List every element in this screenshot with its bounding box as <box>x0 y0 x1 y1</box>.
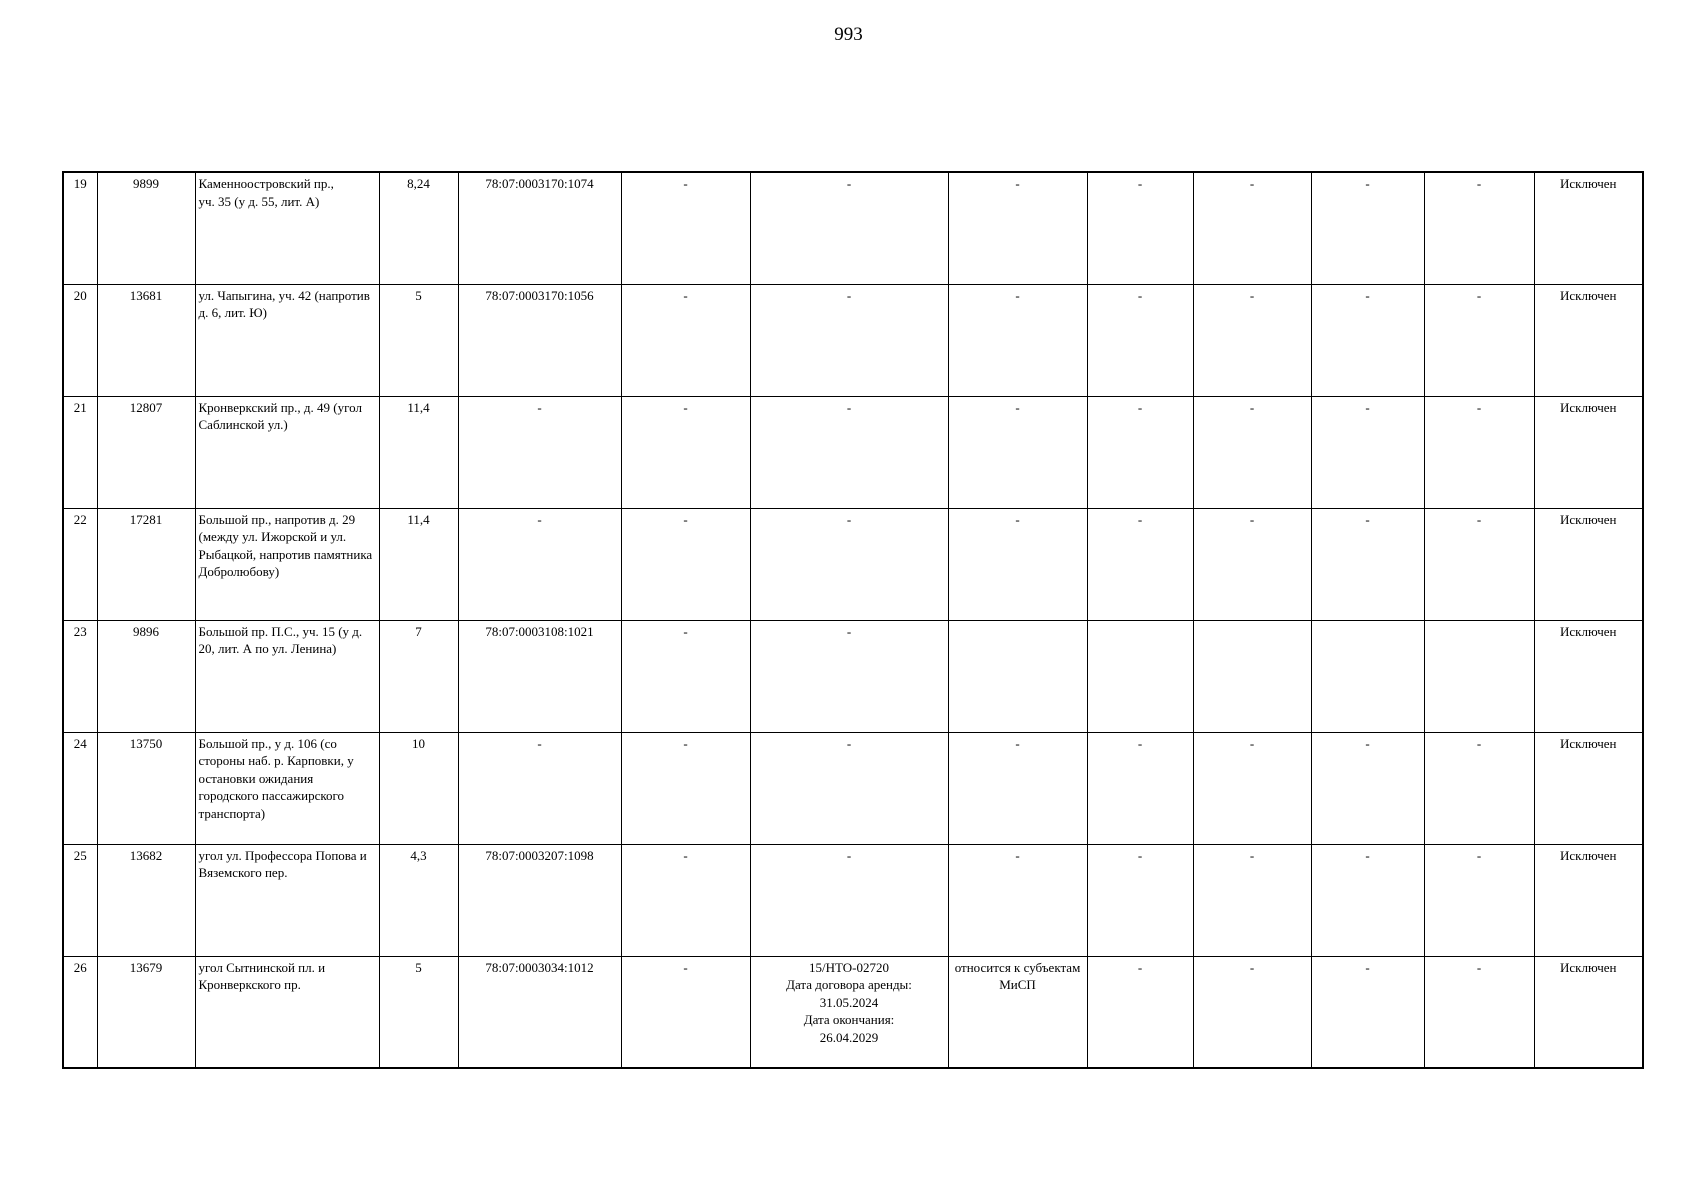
area-cell: 4,3 <box>379 844 458 956</box>
smb-status-cell: - <box>948 844 1087 956</box>
column-11-cell: - <box>1311 172 1424 284</box>
object-id-cell: 9896 <box>97 620 195 732</box>
column-12-cell: - <box>1424 956 1534 1068</box>
table-row <box>63 284 1643 396</box>
object-id-cell: 17281 <box>97 508 195 620</box>
row-number-cell: 22 <box>63 508 97 620</box>
cadastral-number-cell: 78:07:0003170:1074 <box>458 172 621 284</box>
area-cell: 8,24 <box>379 172 458 284</box>
column-11-cell: - <box>1311 508 1424 620</box>
area-cell: 10 <box>379 732 458 844</box>
column-9-cell: - <box>1087 508 1193 620</box>
object-id-cell: 13679 <box>97 956 195 1068</box>
column-11-cell: - <box>1311 284 1424 396</box>
row-number-cell: 20 <box>63 284 97 396</box>
table-row <box>63 172 1643 284</box>
lease-contract-cell: - <box>750 844 948 956</box>
smb-status-cell: - <box>948 396 1087 508</box>
register-table <box>62 171 1644 1069</box>
table-row <box>63 508 1643 620</box>
cadastral-number-cell: - <box>458 508 621 620</box>
row-number-cell: 21 <box>63 396 97 508</box>
smb-status-cell: - <box>948 508 1087 620</box>
lease-contract-cell: - <box>750 172 948 284</box>
smb-status-cell: - <box>948 732 1087 844</box>
column-12-cell: - <box>1424 172 1534 284</box>
address-cell: угол Сытнинской пл. и Кронверкского пр. <box>195 956 379 1068</box>
column-10-cell: - <box>1193 172 1311 284</box>
column-11-cell <box>1311 620 1424 732</box>
area-cell: 11,4 <box>379 396 458 508</box>
column-10-cell: - <box>1193 284 1311 396</box>
address-cell: Большой пр. П.С., уч. 15 (у д. 20, лит. А по ул. Ленина) <box>195 620 379 732</box>
status-cell: Исключен <box>1534 508 1643 620</box>
column-12-cell: - <box>1424 508 1534 620</box>
status-cell: Исключен <box>1534 844 1643 956</box>
column-12-cell <box>1424 620 1534 732</box>
column-12-cell: - <box>1424 732 1534 844</box>
status-cell: Исключен <box>1534 396 1643 508</box>
row-number-cell: 23 <box>63 620 97 732</box>
area-cell: 7 <box>379 620 458 732</box>
table-row <box>63 956 1643 1068</box>
cadastral-number-cell: 78:07:0003108:1021 <box>458 620 621 732</box>
object-id-cell: 9899 <box>97 172 195 284</box>
object-id-cell: 13750 <box>97 732 195 844</box>
cadastral-number-cell: 78:07:0003170:1056 <box>458 284 621 396</box>
column-6-cell: - <box>621 620 750 732</box>
smb-status-cell: - <box>948 172 1087 284</box>
column-9-cell: - <box>1087 172 1193 284</box>
lease-contract-cell: 15/НТО-02720 Дата договора аренды: 31.05.2024 Дата окончания: 26.04.2029 <box>750 956 948 1068</box>
table-row <box>63 396 1643 508</box>
column-11-cell: - <box>1311 956 1424 1068</box>
column-9-cell <box>1087 620 1193 732</box>
column-9-cell: - <box>1087 844 1193 956</box>
table-body <box>63 172 1643 1068</box>
lease-contract-cell: - <box>750 620 948 732</box>
smb-status-cell <box>948 620 1087 732</box>
column-9-cell: - <box>1087 956 1193 1068</box>
column-11-cell: - <box>1311 844 1424 956</box>
smb-status-cell: - <box>948 284 1087 396</box>
column-12-cell: - <box>1424 396 1534 508</box>
area-cell: 5 <box>379 956 458 1068</box>
column-6-cell: - <box>621 732 750 844</box>
address-cell: Большой пр., напротив д. 29 (между ул. Ижорской и ул. Рыбацкой, напротив памятника Добролюбову) <box>195 508 379 620</box>
area-cell: 5 <box>379 284 458 396</box>
column-6-cell: - <box>621 844 750 956</box>
object-id-cell: 12807 <box>97 396 195 508</box>
cadastral-number-cell: 78:07:0003034:1012 <box>458 956 621 1068</box>
table-row <box>63 620 1643 732</box>
column-10-cell: - <box>1193 732 1311 844</box>
address-cell: Каменноостровский пр., уч. 35 (у д. 55, лит. А) <box>195 172 379 284</box>
column-10-cell <box>1193 620 1311 732</box>
address-cell: ул. Чапыгина, уч. 42 (напротив д. 6, лит. Ю) <box>195 284 379 396</box>
object-id-cell: 13682 <box>97 844 195 956</box>
lease-contract-cell: - <box>750 508 948 620</box>
object-id-cell: 13681 <box>97 284 195 396</box>
cadastral-number-cell: - <box>458 396 621 508</box>
column-6-cell: - <box>621 172 750 284</box>
status-cell: Исключен <box>1534 956 1643 1068</box>
column-11-cell: - <box>1311 732 1424 844</box>
lease-contract-cell: - <box>750 396 948 508</box>
row-number-cell: 25 <box>63 844 97 956</box>
table-row <box>63 732 1643 844</box>
page-number: 993 <box>834 24 863 45</box>
column-10-cell: - <box>1193 844 1311 956</box>
column-6-cell: - <box>621 284 750 396</box>
column-9-cell: - <box>1087 284 1193 396</box>
cadastral-number-cell: 78:07:0003207:1098 <box>458 844 621 956</box>
row-number-cell: 26 <box>63 956 97 1068</box>
column-9-cell: - <box>1087 732 1193 844</box>
status-cell: Исключен <box>1534 732 1643 844</box>
column-10-cell: - <box>1193 956 1311 1068</box>
column-12-cell: - <box>1424 284 1534 396</box>
area-cell: 11,4 <box>379 508 458 620</box>
lease-contract-cell: - <box>750 732 948 844</box>
column-6-cell: - <box>621 956 750 1068</box>
smb-status-cell: относится к субъектам МиСП <box>948 956 1087 1068</box>
address-cell: Большой пр., у д. 106 (со стороны наб. р. Карповки, у остановки ожидания городского пассажирского транспорта) <box>195 732 379 844</box>
status-cell: Исключен <box>1534 284 1643 396</box>
column-11-cell: - <box>1311 396 1424 508</box>
column-6-cell: - <box>621 396 750 508</box>
table-row <box>63 844 1643 956</box>
address-cell: Кронверкский пр., д. 49 (угол Саблинской ул.) <box>195 396 379 508</box>
column-10-cell: - <box>1193 396 1311 508</box>
cadastral-number-cell: - <box>458 732 621 844</box>
column-9-cell: - <box>1087 396 1193 508</box>
column-10-cell: - <box>1193 508 1311 620</box>
status-cell: Исключен <box>1534 620 1643 732</box>
address-cell: угол ул. Профессора Попова и Вяземского пер. <box>195 844 379 956</box>
lease-contract-cell: - <box>750 284 948 396</box>
status-cell: Исключен <box>1534 172 1643 284</box>
column-12-cell: - <box>1424 844 1534 956</box>
column-6-cell: - <box>621 508 750 620</box>
row-number-cell: 19 <box>63 172 97 284</box>
row-number-cell: 24 <box>63 732 97 844</box>
